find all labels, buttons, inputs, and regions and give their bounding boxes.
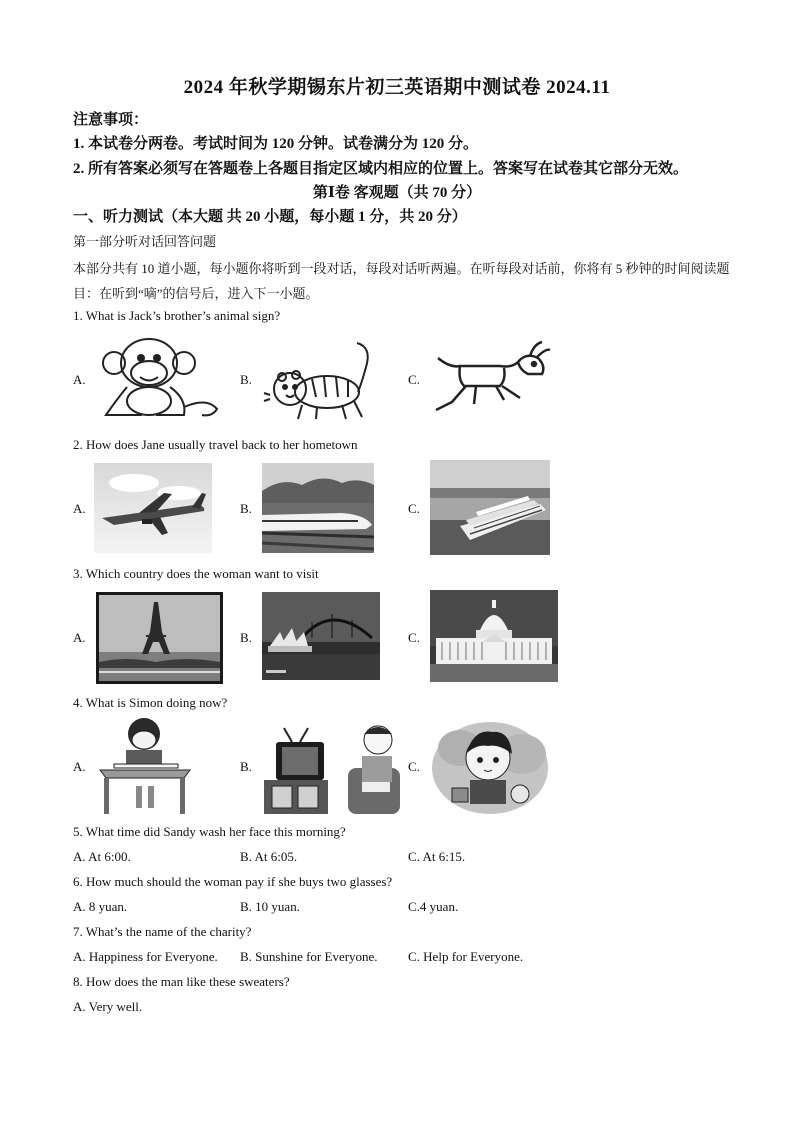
question-6: 6. How much should the woman pay if she buys two glasses? (73, 874, 393, 889)
q1-option-b-label: B. (240, 372, 252, 387)
boy-with-toys-drawing (430, 718, 550, 818)
capitol-building-photo (430, 590, 558, 682)
q3-option-c-label: C. (408, 630, 420, 645)
q3-option-b-label: B. (240, 630, 252, 645)
page-title: 2024 年秋学期锡东片初三英语期中测试卷 2024.11 (183, 77, 611, 98)
cruise-ship-photo (430, 460, 550, 555)
question-7: 7. What’s the name of the charity? (73, 924, 252, 939)
notice-item-2: 2. 所有答案必须写在答题卷上各题目指定区域内相应的位置上。答案写在试卷其它部分无效。 (73, 161, 689, 177)
q5-answer-a: A. At 6:00. (73, 849, 131, 864)
q5-answer-c: C. At 6:15. (408, 849, 466, 864)
section-title: 一、听力测试（本大题 共 20 小题，每小题 1 分，共 20 分） (73, 209, 467, 225)
q2-option-a-label: A. (73, 501, 86, 516)
monkey-drawing (92, 337, 228, 419)
q6-answer-b: B. 10 yuan. (240, 899, 300, 914)
q2-option-c-label: C. (408, 501, 420, 516)
q3-option-a-label: A. (73, 630, 86, 645)
q6-answer-a: A. 8 yuan. (73, 899, 128, 914)
sydney-opera-house-photo (262, 592, 380, 680)
q6-answer-c: C.4 yuan. (408, 899, 459, 914)
boy-watching-tv-drawing (262, 722, 404, 817)
boy-at-desk-drawing (98, 716, 192, 816)
tiger-drawing (262, 337, 378, 423)
goat-drawing (430, 340, 552, 420)
high-speed-train-photo (262, 463, 374, 553)
q4-option-b-label: B. (240, 759, 252, 774)
notice-item-1: 1. 本试卷分两卷。考试时间为 120 分钟。试卷满分为 120 分。 (73, 136, 479, 152)
question-1: 1. What is Jack’s brother’s animal sign? (73, 308, 281, 323)
instructions: 本部分共有 10 道小题，每小题你将听到一段对话，每段对话听两遍。在听每段对话前，你将有 5 秒钟的时间阅读题目：在听到“嘀”的信号后，进入下一小题。 (73, 261, 730, 301)
q8-answer-a: A. Very well. (73, 999, 143, 1014)
question-8: 8. How does the man like these sweaters? (73, 974, 290, 989)
airplane-photo (94, 463, 212, 553)
question-2: 2. How does Jane usually travel back to her hometown (73, 437, 358, 452)
q1-option-c-label: C. (408, 372, 420, 387)
q4-option-c-label: C. (408, 759, 420, 774)
q1-option-a-label: A. (73, 372, 86, 387)
q7-answer-b: B. Sunshine for Everyone. (240, 949, 378, 964)
q7-answer-a: A. Happiness for Everyone. (73, 949, 218, 964)
question-3: 3. Which country does the woman want to visit (73, 566, 319, 581)
q7-answer-c: C. Help for Everyone. (408, 949, 524, 964)
eiffel-tower-photo (96, 592, 223, 684)
q5-answer-b: B. At 6:05. (240, 849, 298, 864)
part-title: 第Ⅰ卷 客观题（共 70 分） (312, 185, 482, 201)
subsection-title: 第一部分听对话回答问题 (73, 234, 217, 249)
question-5: 5. What time did Sandy wash her face this morning? (73, 824, 346, 839)
q2-option-b-label: B. (240, 501, 252, 516)
notice-heading: 注意事项： (73, 112, 149, 128)
q4-option-a-label: A. (73, 759, 86, 774)
question-4: 4. What is Simon doing now? (73, 695, 228, 710)
